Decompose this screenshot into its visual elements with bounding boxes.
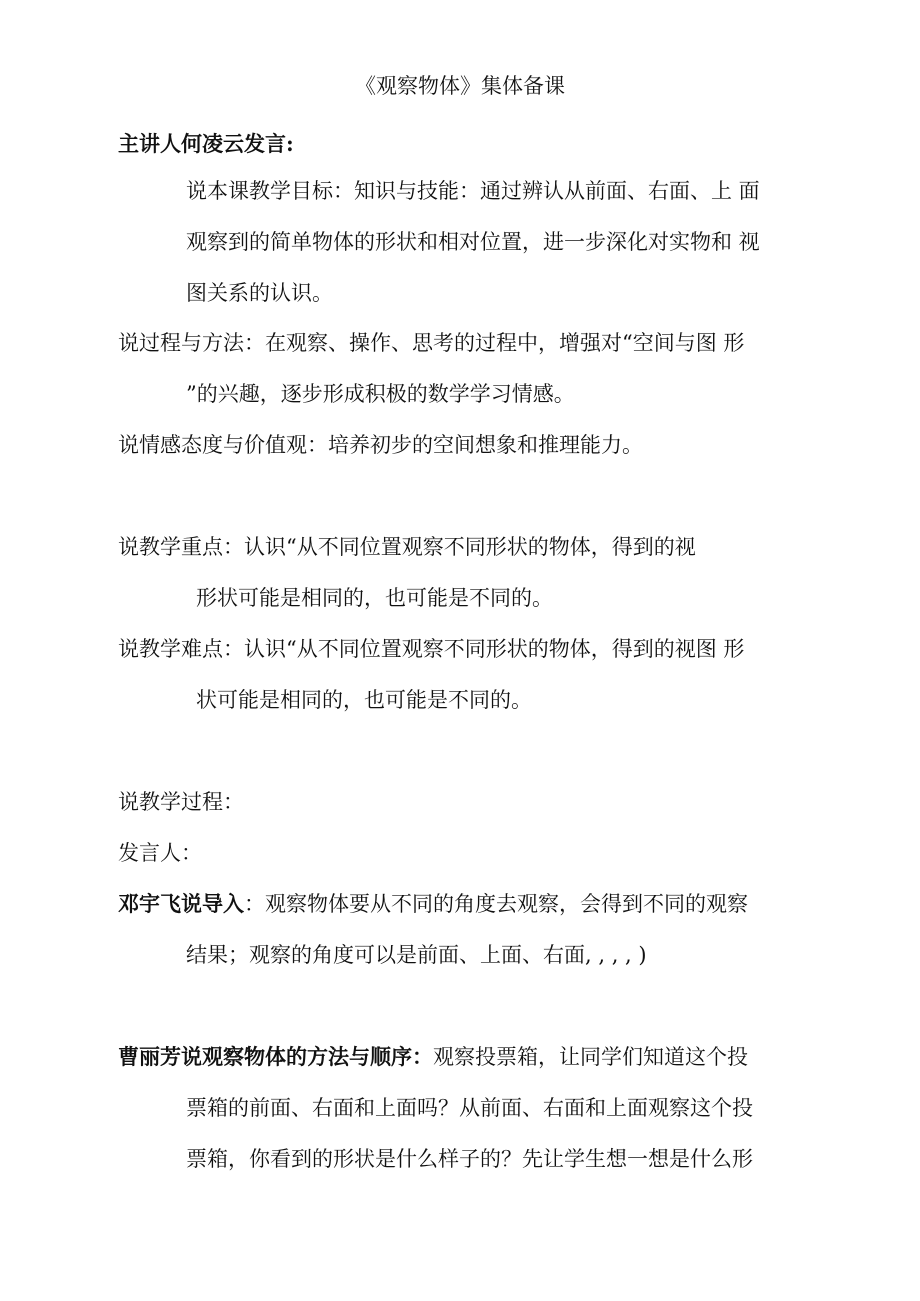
process-heading: 说教学过程： xyxy=(118,790,244,814)
difficulty-line-2: 状可能是相同的，也可能是不同的。 xyxy=(196,688,532,712)
goal-process-line-1: 说过程与方法：在观察、操作、思考的过程中，增强对“空间与图 形 xyxy=(118,331,745,355)
deng-name: 邓宇飞说导入 xyxy=(118,891,244,916)
goal-knowledge-line-2: 观察到的简单物体的形状和相对位置，进一步深化对实物和 视 xyxy=(186,230,760,254)
deng-text-1: ：观察物体要从不同的角度去观察，会得到不同的观察 xyxy=(244,892,748,916)
cao-text-1: 观察投票箱，让同学们知道这个投 xyxy=(433,1045,748,1069)
cao-name: 曹丽芳说观察物体的方法与顺序： xyxy=(118,1044,433,1069)
key-point-line-1: 说教学重点：认识“从不同位置观察不同形状的物体，得到的视 xyxy=(118,535,696,559)
cao-method-line-2: 票箱的前面、右面和上面吗？从前面、右面和上面观察这个投 xyxy=(186,1096,753,1120)
deng-intro-line-2: 结果；观察的角度可以是前面、上面、右面, , , , ) xyxy=(186,943,647,967)
speaker-heading: 主讲人何凌云发言: xyxy=(118,131,294,156)
goal-process-line-2: ”的兴趣，逐步形成积极的数学学习情感。 xyxy=(186,382,575,406)
cao-method-line-3: 票箱，你看到的形状是什么样子的？先让学生想一想是什么形 xyxy=(186,1147,753,1171)
deng-intro-line-1 xyxy=(118,888,748,920)
cao-method-line-1 xyxy=(118,1041,748,1073)
document-title: 《观察物体》集体备课 xyxy=(355,74,565,98)
goal-knowledge-line-1: 说本课教学目标：知识与技能：通过辨认从前面、右面、上 面 xyxy=(186,179,760,203)
goal-knowledge-line-3: 图关系的认识。 xyxy=(186,281,333,305)
goal-emotion: 说情感态度与价值观：培养初步的空间想象和推理能力。 xyxy=(118,433,643,457)
speakers-label: 发言人： xyxy=(118,841,202,865)
key-point-line-2: 形状可能是相同的，也可能是不同的。 xyxy=(196,586,553,610)
difficulty-line-1: 说教学难点：认识“从不同位置观察不同形状的物体，得到的视图 形 xyxy=(118,637,745,661)
